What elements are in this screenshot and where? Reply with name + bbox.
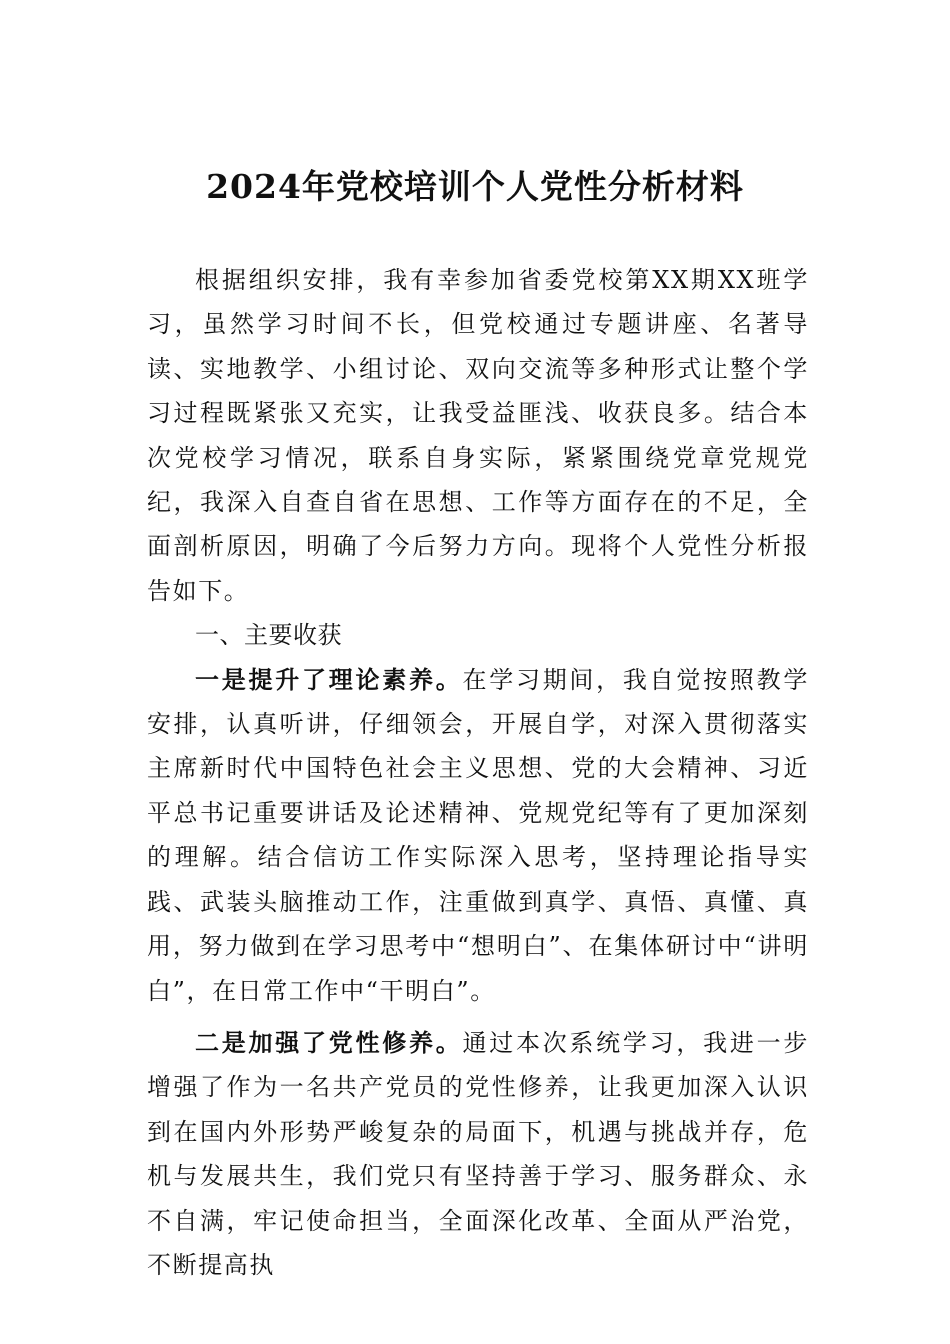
point-1-lead: 一是提升了理论素养。 xyxy=(195,664,463,694)
point-1-paragraph xyxy=(147,658,809,1013)
intro-paragraph: 根据组织安排，我有幸参加省委党校第XX期XX班学习，虽然学习时间不长，但党校通过专题讲座、名著导读、实地教学、小组讨论、双向交流等多种形式让整个学习过程既紧张又充实，让我受益匪浅、收获良多。结合本次党校学习情况，联系自身实际，紧紧围绕党章党规党纪，我深入自查自省在思想、工作等方面存在的不足，全面剖析原因，明确了今后努力方向。现将个人党性分析报告如下。 xyxy=(147,266,809,605)
point-2-lead: 二是加强了党性修养。 xyxy=(195,1027,463,1057)
point-2-body: 通过本次系统学习，我进一步增强了作为一名共产党员的党性修养，让我更加深入认识到在国内外形势严峻复杂的局面下，机遇与挑战并存，危机与发展共生，我们党只有坚持善于学习、服务群众、永不自满，牢记使命担当，全面深化改革、全面从严治党，不断提高执 xyxy=(147,1028,809,1279)
document-body xyxy=(147,258,809,1287)
document-title: 2024年党校培训个人党性分析材料 xyxy=(206,167,744,206)
point-2-paragraph xyxy=(147,1021,809,1287)
point-1-body: 在学习期间，我自觉按照教学安排，认真听讲，仔细领会，开展自学，对深入贯彻落实主席新时代中国特色社会主义思想、党的大会精神、习近平总书记重要讲话及论述精神、党规党纪等有了更加深刻的理解。结合信访工作实际深入思考，坚持理论指导实践、武装头脑推动工作，注重做到真学、真悟、真懂、真用，努力做到在学习思考中“想明白”、在集体研讨中“讲明白”，在日常工作中“干明白”。 xyxy=(147,665,809,1005)
section-heading-main-gains: 一、主要收获 xyxy=(195,621,342,650)
